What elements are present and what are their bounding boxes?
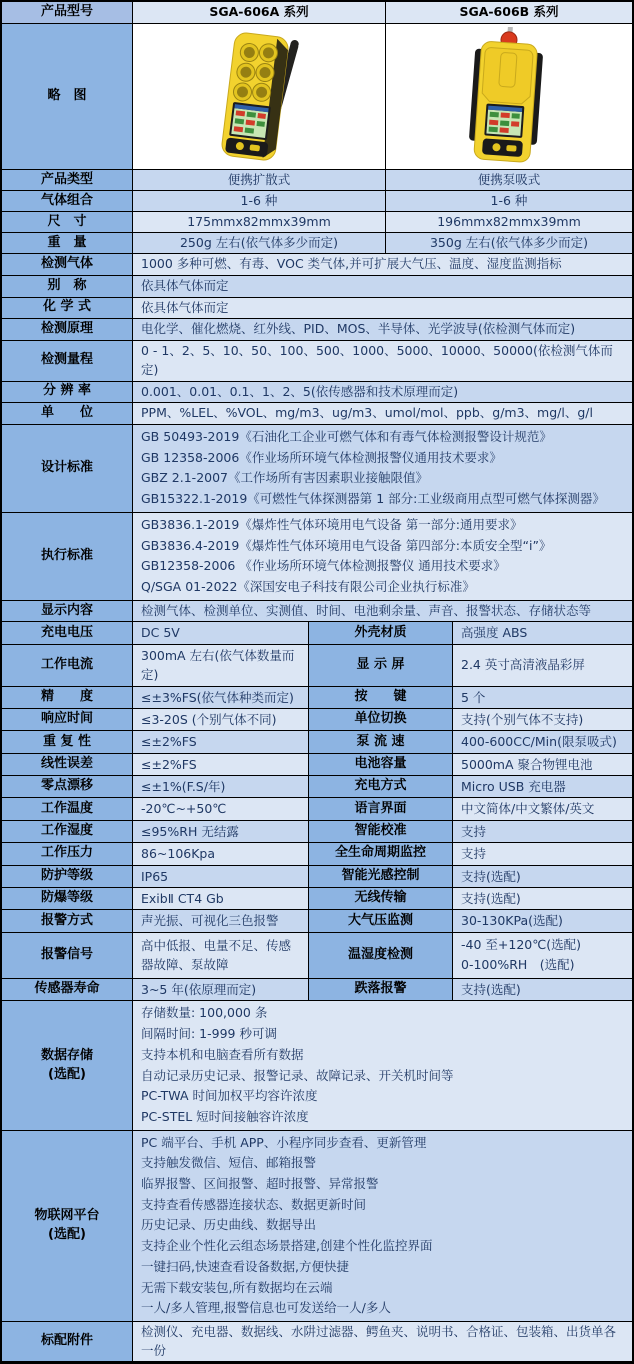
value-cell: ExibⅡ CT4 Gb [132, 888, 308, 909]
row-label: 工作温度 [2, 798, 132, 819]
value-cell: ≤±2%FS [132, 754, 308, 775]
spec-row [2, 753, 632, 775]
spec-row [2, 512, 632, 600]
spec-line: 存储数量: 100,000 条 [141, 1005, 268, 1021]
spec-row [2, 381, 632, 403]
value-cell: -20℃~+50℃ [132, 798, 308, 819]
value-cell-b: 1-6 种 [385, 191, 632, 211]
spec-row [2, 797, 632, 819]
value-cell-2: 支持 [452, 821, 632, 842]
row-label-line: (选配) [48, 1226, 86, 1242]
spec-line: 历史记录、历史曲线、数据导出 [141, 1217, 317, 1233]
row-label-2: 泵 流 速 [308, 731, 452, 752]
row-label-2: 按 键 [308, 687, 452, 708]
value-cell-b: 196mmx82mmx39mm [385, 212, 632, 232]
spec-line: Q/SGA 01-2022《深国安电子科技有限公司企业执行标准》 [141, 578, 475, 594]
value-cell-2: 支持(个别气体不支持) [452, 709, 632, 730]
row-label-line: 物联网平台 [34, 1207, 100, 1223]
value-cell-2: 高强度 ABS [452, 622, 632, 643]
spec-row [2, 1130, 632, 1321]
value-cell: ≤±2%FS [132, 731, 308, 752]
row-label: 工作湿度 [2, 821, 132, 842]
spec-row [2, 275, 632, 297]
model-b-header: SGA-606B 系列 [385, 2, 632, 23]
value-cell-2: 5000mA 聚合物锂电池 [452, 754, 632, 775]
spec-row [2, 424, 632, 512]
row-label-2: 全生命周期监控 [308, 843, 452, 864]
device-image-cell-a [132, 24, 385, 169]
spec-line: GBZ 2.1-2007《工作场所有害因素职业接触限值》 [141, 470, 429, 486]
spec-row [2, 600, 632, 622]
value-cell-a: 1-6 种 [132, 191, 385, 211]
row-label-2: 跌落报警 [308, 979, 452, 1000]
row-label-2: 无线传输 [308, 888, 452, 909]
spec-row [2, 775, 632, 797]
spec-row [2, 820, 632, 842]
value-cell-2: 支持(选配) [452, 888, 632, 909]
spec-row [2, 211, 632, 232]
spec-line: 支持查看传感器连接状态、数据更新时间 [141, 1196, 367, 1212]
value-cell: 高中低报、电量不足、传感器故障、泵故障 [132, 933, 308, 978]
value-cell: 电化学、催化燃烧、红外线、PID、MOS、半导体、光学波导(依检测气体而定) [132, 319, 632, 340]
value-cell: 检测气体、检测单位、实测值、时间、电池剩余量、声音、报警状态、存储状态等 [132, 601, 632, 622]
row-label: 气体组合 [2, 191, 132, 211]
spec-row [2, 318, 632, 340]
row-label-line: 数据存储 [40, 1047, 93, 1063]
value-cell: ≤3-20S (个别气体不同) [132, 709, 308, 730]
spec-row [2, 23, 632, 169]
row-label-2: 温湿度检测 [308, 933, 452, 978]
row-label: 报警方式 [2, 910, 132, 931]
spec-line: 支持本机和电脑查看所有数据 [141, 1046, 304, 1062]
spec-line: 支持触发微信、短信、邮箱报警 [141, 1155, 317, 1171]
spec-row [2, 708, 632, 730]
spec-line: GB 50493-2019《石油化工企业可燃气体和有毒气体检测报警设计规范》 [141, 429, 552, 444]
spec-line: PC-TWA 时间加权平均容许浓度 [141, 1088, 318, 1104]
row-label-2: 充电方式 [308, 776, 452, 797]
value-cell: 依具体气体而定 [132, 276, 632, 297]
value-cell: 0 - 1、2、5、10、50、100、500、1000、5000、10000、50000(依检测气体而定) [132, 341, 632, 381]
value-cell: DC 5V [132, 622, 308, 643]
spec-line: GB3836.4-2019《爆炸性气体环境用电气设备 第四部分:本质安全型“i”》 [141, 537, 552, 553]
row-label: 重 量 [2, 233, 132, 253]
spec-line: GB15322.1-2019《可燃性气体探测器第 1 部分:工业级商用点型可燃气体探测器》 [141, 491, 605, 507]
spec-row [2, 730, 632, 752]
row-label-2: 电池容量 [308, 754, 452, 775]
spec-line: GB12358-2006 《作业场所环境气体检测报警仪 通用技术要求》 [141, 558, 506, 574]
spec-row [2, 842, 632, 864]
value-cell [132, 425, 632, 512]
value-cell: 3~5 年(依原理而定) [132, 979, 308, 1000]
spec-line: 间隔时间: 1-999 秒可调 [141, 1026, 277, 1042]
spec-row [2, 865, 632, 887]
row-label: 零点漂移 [2, 776, 132, 797]
spec-row [2, 297, 632, 319]
row-label-2: 大气压监测 [308, 910, 452, 931]
row-label-2: 单位切换 [308, 709, 452, 730]
value-cell-b: 便携泵吸式 [385, 170, 632, 190]
spec-row [2, 686, 632, 708]
spec-row [2, 621, 632, 643]
sga-606b-device-photo [450, 27, 568, 167]
value-cell: 检测仪、充电器、数据线、水阱过滤器、鳄鱼夹、说明书、合格证、包装箱、出货单各一份 [132, 1322, 632, 1362]
row-label: 检测量程 [2, 341, 132, 381]
value-cell-2: 支持(选配) [452, 979, 632, 1000]
value-cell: 86~106Kpa [132, 843, 308, 864]
value-cell-2: 400-600CC/Min(限泵吸式) [452, 731, 632, 752]
value-cell [132, 513, 632, 600]
value-cell: ≤±3%FS(依气体种类而定) [132, 687, 308, 708]
spec-line: GB3836.1-2019《爆炸性气体环境用电气设备 第一部分:通用要求》 [141, 516, 523, 532]
spec-row [2, 644, 632, 686]
value-cell-2: 支持 [452, 843, 632, 864]
spec-row [2, 402, 632, 424]
row-label: 工作压力 [2, 843, 132, 864]
spec-line: 支持企业个性化云组态场景搭建,创建个性化监控界面 [141, 1238, 433, 1254]
spec-row [2, 190, 632, 211]
spec-row [2, 232, 632, 253]
row-label [2, 1131, 132, 1321]
row-label: 化 学 式 [2, 298, 132, 319]
row-label: 防护等级 [2, 866, 132, 887]
row-label: 传感器寿命 [2, 979, 132, 1000]
value-cell-2: Micro USB 充电器 [452, 776, 632, 797]
spec-row [2, 1321, 632, 1362]
spec-row [2, 340, 632, 381]
row-label: 尺 寸 [2, 212, 132, 232]
spec-row [2, 909, 632, 931]
row-label: 充电电压 [2, 622, 132, 643]
spec-line: -40 至+120℃(选配) [461, 936, 582, 952]
spec-line: PC 端平台、手机 APP、小程序同步查看、更新管理 [141, 1134, 427, 1150]
value-cell-b: 350g 左右(依气体多少而定) [385, 233, 632, 253]
row-label: 别 称 [2, 276, 132, 297]
row-label: 显示内容 [2, 601, 132, 622]
row-label: 重 复 性 [2, 731, 132, 752]
row-label: 报警信号 [2, 933, 132, 978]
row-label [2, 1001, 132, 1129]
value-cell-2: 2.4 英寸高清液晶彩屏 [452, 645, 632, 686]
row-label-2: 外壳材质 [308, 622, 452, 643]
value-cell: 1000 多种可燃、有毒、VOC 类气体,并可扩展大气压、温度、湿度监测指标 [132, 254, 632, 275]
row-label: 分 辨 率 [2, 382, 132, 403]
spec-row [2, 2, 632, 23]
spec-row [2, 978, 632, 1000]
row-label: 工作电流 [2, 645, 132, 686]
spec-line: 临界报警、区间报警、超时报警、异常报警 [141, 1176, 379, 1192]
value-cell [132, 1131, 632, 1321]
row-label: 精 度 [2, 687, 132, 708]
value-cell-a: 175mmx82mmx39mm [132, 212, 385, 232]
spec-line: 0-100%RH (选配) [461, 957, 575, 973]
row-label: 检测原理 [2, 319, 132, 340]
value-cell: IP65 [132, 866, 308, 887]
value-cell: 300mA 左右(依气体数量而定) [132, 645, 308, 686]
row-label-2: 智能光感控制 [308, 866, 452, 887]
row-label: 标配附件 [2, 1322, 132, 1362]
value-cell: ≤±1%(F.S/年) [132, 776, 308, 797]
row-label: 响应时间 [2, 709, 132, 730]
spec-line: 无需下载安装包,所有数据均在云端 [141, 1279, 333, 1295]
value-cell-a: 便携扩散式 [132, 170, 385, 190]
spec-line: 自动记录历史记录、报警记录、故障记录、开关机时间等 [141, 1067, 454, 1083]
row-label: 检测气体 [2, 254, 132, 275]
spec-row [2, 253, 632, 275]
spec-line: GB 12358-2006《作业场所环境气体检测报警仪通用技术要求》 [141, 449, 502, 465]
row-label: 产品型号 [2, 2, 132, 23]
value-cell-2 [452, 933, 632, 978]
value-cell [132, 1001, 632, 1129]
row-label-2: 显 示 屏 [308, 645, 452, 686]
spec-line: 一人/多人管理,报警信息也可发送给一人/多人 [141, 1300, 391, 1316]
row-label-2: 语言界面 [308, 798, 452, 819]
sga-606a-device-photo [200, 27, 318, 167]
value-cell: 依具体气体而定 [132, 298, 632, 319]
row-label-line: (选配) [48, 1066, 86, 1082]
spec-row [2, 887, 632, 909]
value-cell-a: 250g 左右(依气体多少而定) [132, 233, 385, 253]
value-cell: 0.001、0.01、0.1、1、2、5(依传感器和技术原理而定) [132, 382, 632, 403]
spec-line: PC-STEL 短时间接触容许浓度 [141, 1108, 309, 1124]
row-label: 执行标准 [2, 513, 132, 600]
model-a-header: SGA-606A 系列 [132, 2, 385, 23]
value-cell: PPM、%LEL、%VOL、mg/m3、ug/m3、umol/mol、ppb、g/m3、mg/l、g/l [132, 403, 632, 424]
device-image-cell-b [385, 24, 632, 169]
value-cell: 声光振、可视化三色报警 [132, 910, 308, 931]
row-label: 产品类型 [2, 170, 132, 190]
row-label-2: 智能校准 [308, 821, 452, 842]
row-label: 线性误差 [2, 754, 132, 775]
spec-row [2, 932, 632, 978]
spec-row [2, 1000, 632, 1129]
row-label: 略 图 [2, 24, 132, 169]
spec-line: 一键扫码,快速查看设备数据,方便快捷 [141, 1258, 349, 1274]
row-label: 防爆等级 [2, 888, 132, 909]
value-cell: ≤95%RH 无结露 [132, 821, 308, 842]
spec-row [2, 169, 632, 190]
value-cell-2: 30-130KPa(选配) [452, 910, 632, 931]
row-label: 单 位 [2, 403, 132, 424]
row-label: 设计标准 [2, 425, 132, 512]
value-cell-2: 5 个 [452, 687, 632, 708]
value-cell-2: 支持(选配) [452, 866, 632, 887]
value-cell-2: 中文简体/中文繁体/英文 [452, 798, 632, 819]
